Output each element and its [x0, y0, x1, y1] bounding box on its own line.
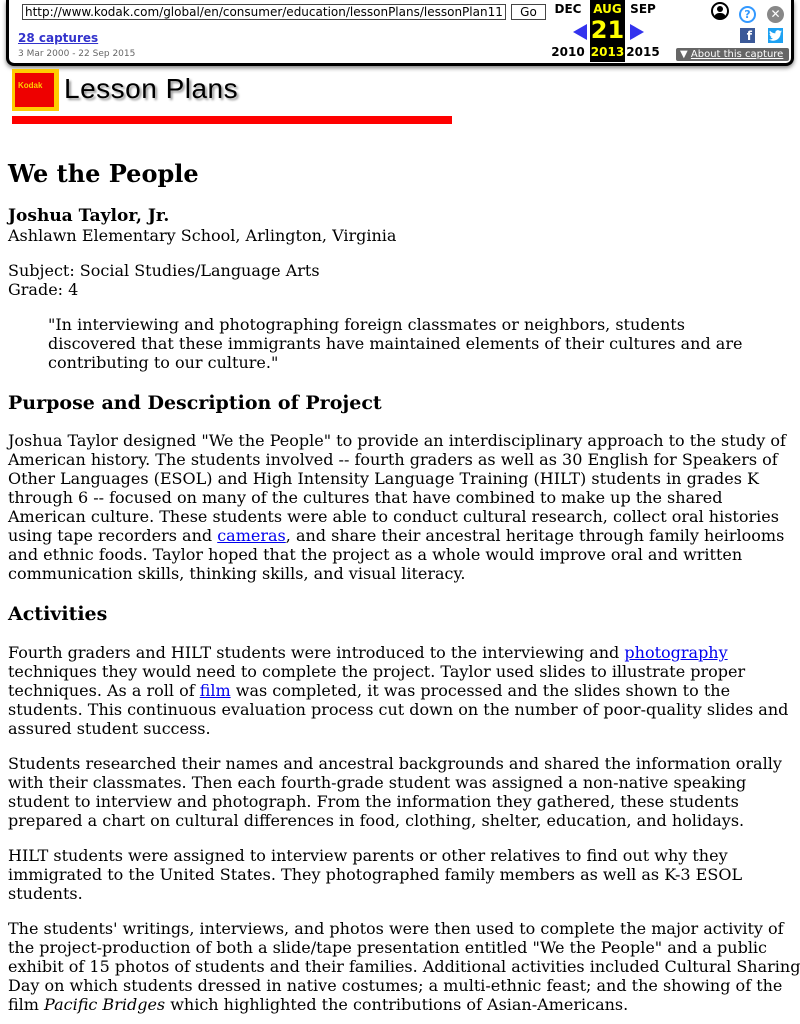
- capture-date-range: 3 Mar 2000 - 22 Sep 2015: [18, 49, 136, 59]
- activities-p4-text-b: which highlighted the contributions of Asian-Americans.: [165, 995, 629, 1014]
- prev-capture-arrow-icon[interactable]: [573, 24, 587, 40]
- purpose-text-1: Joshua Taylor designed "We the People" to provide an interdisciplinary approach to the study of American history. The students involved -- fourth graders as well as 30 English for Speakers of Other Languages (ESOL) and High Intensity Language Training (HILT) students in grades K through 6 -- focused on many of the cultures that have combined to make up the shared American culture. These students were able to conduct cultural research, collect oral histories using tape recorders and: [8, 431, 786, 545]
- page-title: We the People: [8, 159, 199, 188]
- film-link[interactable]: film: [199, 681, 231, 700]
- about-capture-toggle[interactable]: [676, 48, 789, 61]
- current-capture-column: [590, 0, 625, 62]
- activities-p4-text-a: The students' writings, interviews, and photos were then used to complete the major activity of the project-production of both a slide/tape presentation entitled "We the People" and a public exhibit of 15 photos of students and their families. Additional activities included Cultural Sharing Day on which students dressed in native costumes; a multi-ethnic feast; and the showing of the film: [8, 919, 800, 1014]
- purpose-text-2: , and share their ancestral heritage through family heirlooms and ethnic foods. Taylor hoped that the project as a whole would improve oral and written communication skills, thinking skills, and visual literacy.: [8, 526, 785, 583]
- lesson-quote: "In interviewing and photographing foreign classmates or neighbors, students discovered that these immigrants have maintained elements of their cultures and are contributing to our culture.": [48, 315, 743, 372]
- next-capture-arrow-icon[interactable]: [630, 24, 644, 40]
- twitter-bird-glyph: [769, 30, 782, 41]
- activities-p1-text-a: Fourth graders and HILT students were introduced to the interviewing and: [8, 643, 625, 662]
- current-month: AUG: [593, 2, 622, 16]
- facebook-icon[interactable]: f: [740, 28, 755, 43]
- prev-month[interactable]: DEC: [554, 2, 582, 16]
- red-divider-bar: [12, 116, 452, 124]
- purpose-heading: Purpose and Description of Project: [8, 392, 382, 414]
- prev-year[interactable]: 2010: [551, 45, 585, 59]
- current-day: 21: [590, 16, 625, 44]
- author-name: Joshua Taylor, Jr.: [8, 206, 170, 226]
- wayback-toolbar: [6, 0, 794, 66]
- url-input[interactable]: http://www.kodak.com/global/en/consumer/education/lessonPlans/lessonPlan11: [22, 4, 506, 20]
- kodak-logo-red: [15, 73, 54, 107]
- cameras-link[interactable]: cameras: [217, 526, 286, 545]
- caret-down-icon: ▼: [680, 49, 688, 60]
- kodak-logo-text: Kodak: [18, 81, 43, 90]
- current-year: 2013: [590, 45, 625, 59]
- prev-capture-column[interactable]: [550, 0, 586, 59]
- photography-link[interactable]: photography: [624, 643, 728, 662]
- activities-paragraph-1: [8, 643, 798, 738]
- captures-link[interactable]: 28 captures: [18, 31, 99, 45]
- help-icon[interactable]: ?: [739, 6, 756, 23]
- kodak-logo-icon: [12, 69, 59, 111]
- activities-paragraph-2: Students researched their names and ancestral backgrounds and shared the information orally with their classmates. Then each fourth-grade student was assigned a non-native speaking student to interview and photograph. From the information they gathered, these students prepared a chart on cultural differences in food, clothing, shelter, education, and holidays.: [8, 754, 782, 830]
- go-button[interactable]: Go: [511, 4, 546, 20]
- banner-title: Lesson Plans: [64, 73, 239, 104]
- activities-heading: Activities: [8, 603, 108, 625]
- subject-line: Subject: Social Studies/Language Arts: [8, 261, 320, 280]
- grade-line: Grade: 4: [8, 280, 79, 299]
- next-year[interactable]: 2015: [626, 45, 660, 59]
- activities-p1-text-b: techniques they would need to complete the project. Taylor used slides to illustrate proper techniques. As a roll of: [8, 662, 746, 700]
- about-capture-label[interactable]: About this capture: [690, 49, 784, 60]
- twitter-icon[interactable]: [768, 28, 783, 43]
- purpose-paragraph: [8, 431, 800, 583]
- school-name: Ashlawn Elementary School, Arlington, Virginia: [8, 226, 397, 245]
- activities-paragraph-3: HILT students were assigned to interview parents or other relatives to find out why they immigrated to the United States. They photographed family members as well as K-3 ESOL students.: [8, 846, 743, 903]
- user-account-icon[interactable]: [711, 2, 729, 20]
- next-month[interactable]: SEP: [630, 2, 656, 16]
- next-capture-column[interactable]: [625, 0, 661, 59]
- close-icon[interactable]: ✕: [767, 6, 784, 23]
- film-title-italic: Pacific Bridges: [44, 995, 166, 1014]
- activities-p1-text-c: was completed, it was processed and the slides shown to the students. This continuous evaluation process cut down on the number of poor-quality slides and assured student success.: [8, 681, 789, 738]
- activities-paragraph-4: [8, 919, 800, 1014]
